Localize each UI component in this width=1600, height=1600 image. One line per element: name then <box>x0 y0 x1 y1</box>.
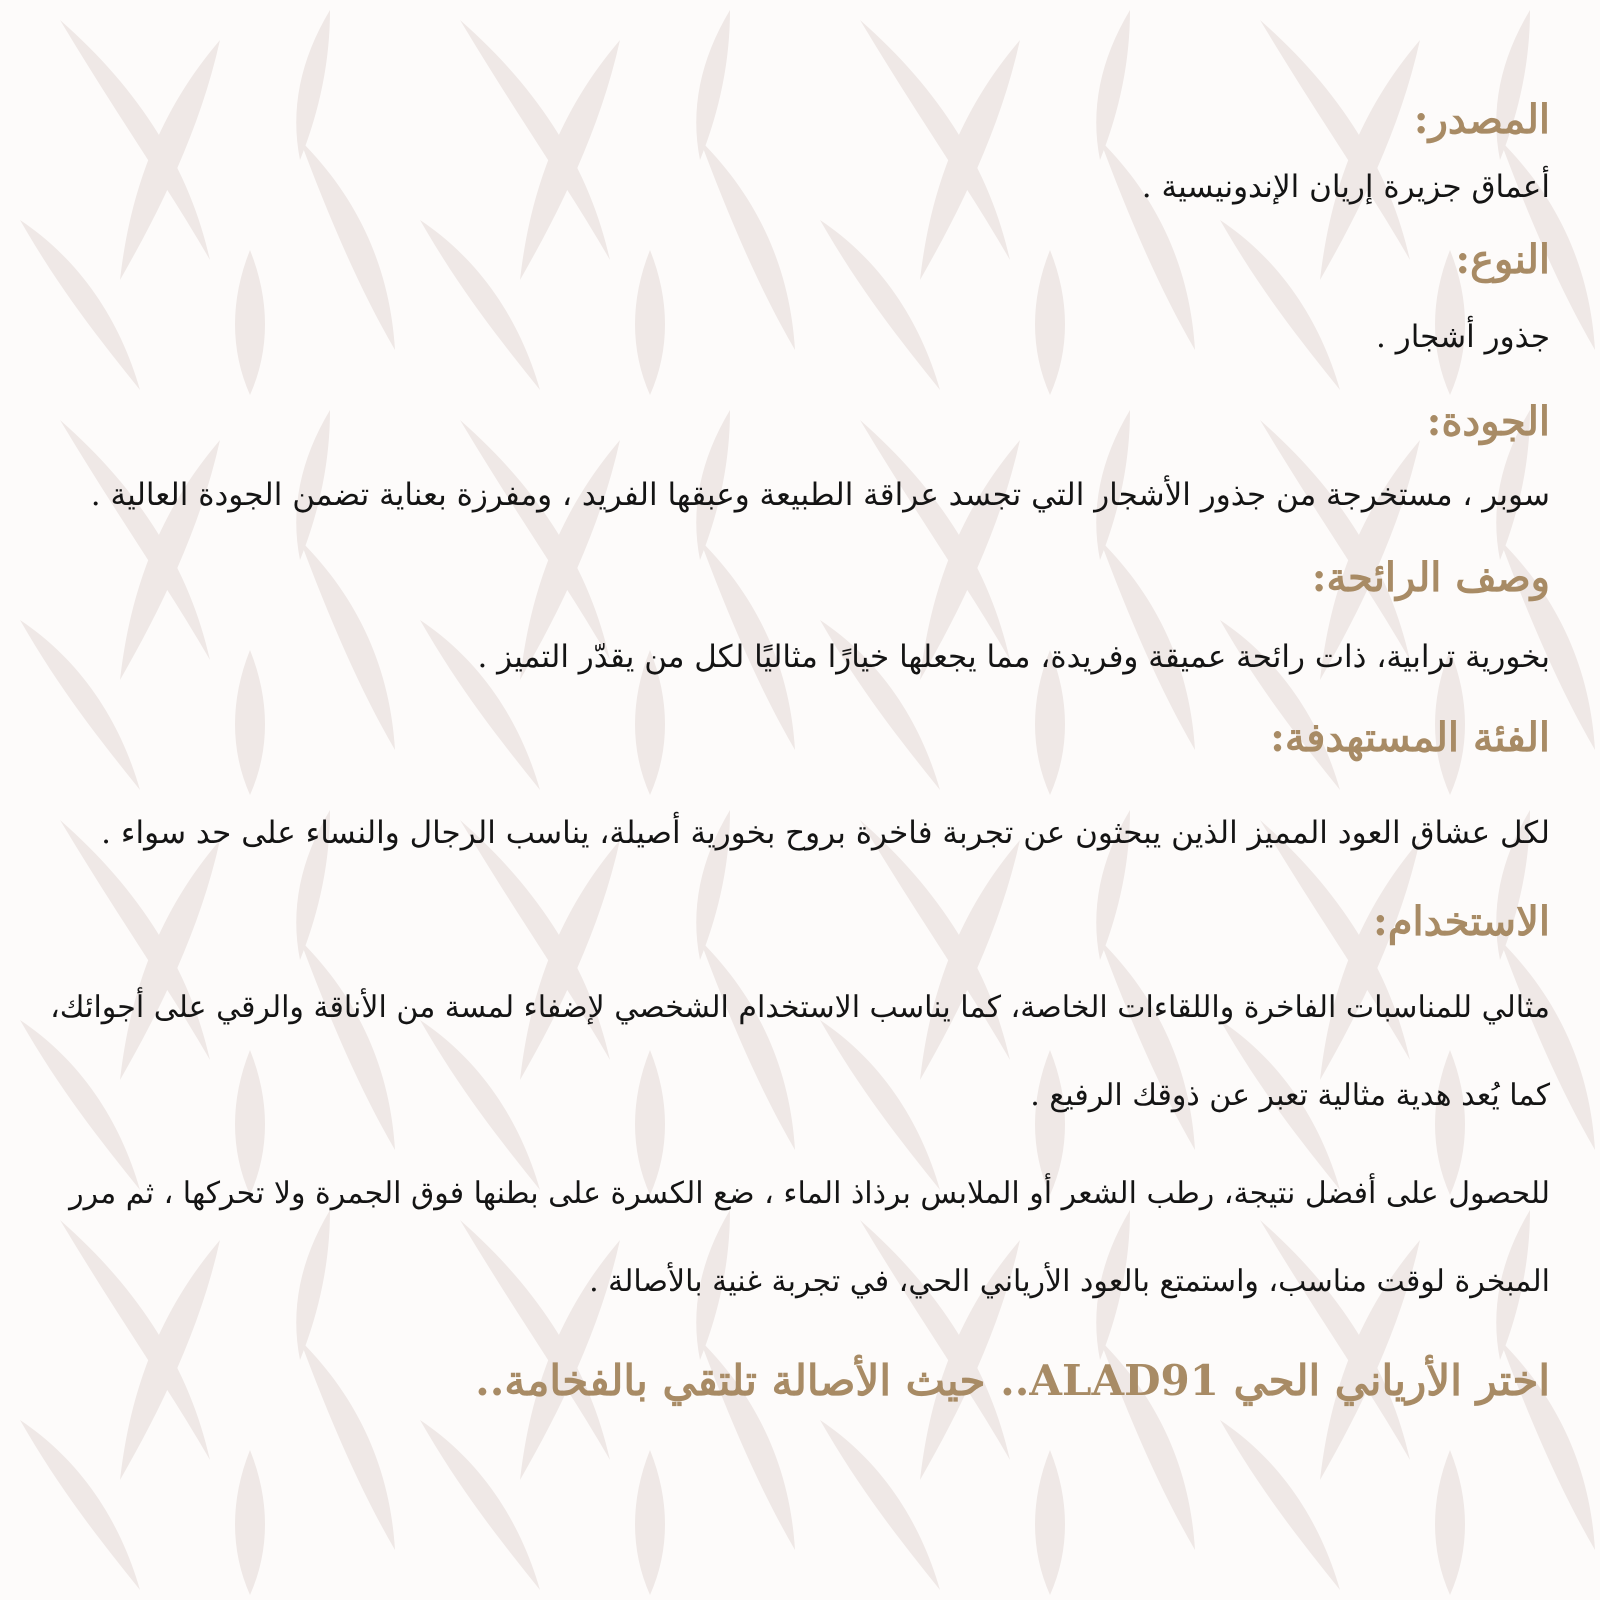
text-instructions: للحصول على أفضل نتيجة، رطب الشعر أو الملابس برذاذ الماء ، ضع الكسرة على بطنها فوق الجمرة ولا تحركها ، ثم مرر المبخرة لوقت مناسب، واستمتع بالعود الأرياني الحي، في تجربة غنية بالأصالة . <box>69 1176 1550 1299</box>
heading-audience: الفئة المستهدفة: <box>1270 714 1550 761</box>
product-details <box>40 86 1550 1416</box>
heading-source: المصدر: <box>1413 96 1550 143</box>
tagline: اختر الأرياني الحي ALAD91.. حيث الأصالة تلتقي بالفخامة.. <box>475 1356 1550 1405</box>
text-source: أعماق جزيرة إريان الإندونيسية . <box>1141 169 1550 205</box>
text-type: جذور أشجار . <box>1376 319 1550 355</box>
heading-quality: الجودة: <box>1426 398 1550 445</box>
text-usage: مثالي للمناسبات الفاخرة واللقاءات الخاصة، كما يناسب الاستخدام الشخصي لإضفاء لمسة من الأناقة والرقي على أجوائك، كما يُعد هدية مثالية تعبر عن ذوقك الرفيع . <box>50 990 1550 1113</box>
heading-type: النوع: <box>1455 236 1550 283</box>
heading-usage: الاستخدام: <box>1373 898 1550 945</box>
heading-scent: وصف الرائحة: <box>1311 554 1550 601</box>
text-audience: لكل عشاق العود المميز الذين يبحثون عن تجربة فاخرة بروح بخورية أصيلة، يناسب الرجال والنساء على حد سواء . <box>101 815 1550 851</box>
text-quality: سوبر ، مستخرجة من جذور الأشجار التي تجسد عراقة الطبيعة وعبقها الفريد ، ومفرزة بعناية تضمن الجودة العالية . <box>90 477 1550 513</box>
text-scent: بخورية ترابية، ذات رائحة عميقة وفريدة، مما يجعلها خيارًا مثاليًا لكل من يقدّر التميز . <box>477 639 1550 675</box>
